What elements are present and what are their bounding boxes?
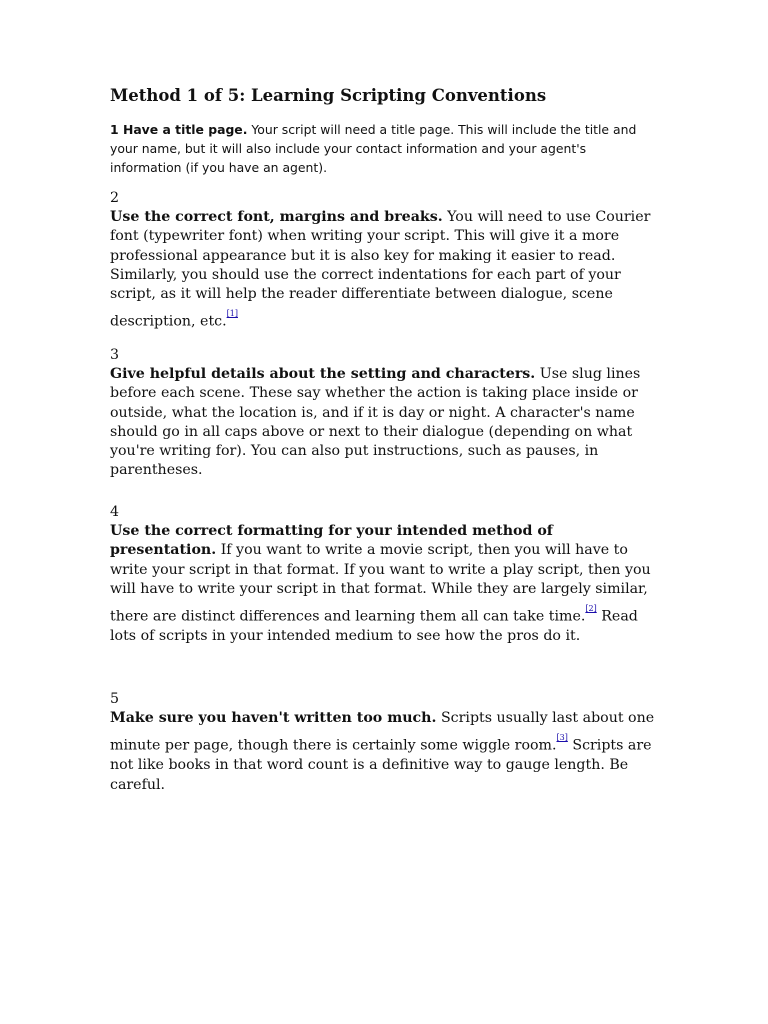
step-number: 5 [110, 691, 120, 707]
step-heading: Use the correct font, margins and breaks. [110, 209, 443, 226]
step-text-after: Scripts are not like books in that word count is a definitive way to gauge length. Be careful. [110, 738, 652, 793]
step-heading: Use the correct formatting for your intended method of presentation. [110, 523, 553, 559]
step-number: 4 [110, 504, 120, 520]
step-heading: Have a title page. [122, 122, 248, 137]
step-3 [110, 346, 660, 480]
page-title: Method 1 of 5: Learning Scripting Conventions [110, 86, 547, 105]
step-2 [110, 189, 660, 332]
step-4 [110, 503, 660, 646]
step-heading: Give helpful details about the setting and characters. [110, 366, 536, 383]
step-number: 1 [110, 122, 119, 137]
step-5 [110, 690, 660, 795]
reference-link[interactable]: [1] [226, 309, 238, 319]
step-text: Scripts usually last about one minute per page, though there is certainly some wiggle room. [110, 710, 655, 755]
step-heading: Make sure you haven't written too much. [110, 710, 437, 727]
reference-link[interactable]: [3] [556, 733, 568, 743]
reference-link[interactable]: [2] [585, 604, 597, 614]
step-1 [110, 120, 658, 177]
step-number: 3 [110, 347, 120, 363]
step-text: Use slug lines before each scene. These say whether the action is taking place inside or outside, what the location is, and if it is day or night. A character's name should go in all caps above or next to their dialogue (depending on what you're writing for). You can also put instructions, such as pauses, in parentheses. [110, 366, 641, 479]
step-text: If you want to write a movie script, then you will have to write your script in that format. If you want to write a play script, then you will have to write your script in that format. While they are largely similar, there are distinct differences and learning them all can take time. [110, 542, 651, 625]
step-text-after: Read lots of scripts in your intended medium to see how the pros do it. [110, 608, 638, 644]
step-number: 2 [110, 190, 120, 206]
step-text: You will need to use Courier font (typewriter font) when writing your script. This will give it a more professional appearance but it is also key for making it easier to read. Similarly, you should use the correct indentations for each part of your script, as it will help the reader differentiate between dialogue, scene description, etc. [110, 209, 651, 330]
step-text: Your script will need a title page. This will include the title and your name, but it will also include your contact information and your agent's information (if you have an agent). [110, 122, 637, 175]
